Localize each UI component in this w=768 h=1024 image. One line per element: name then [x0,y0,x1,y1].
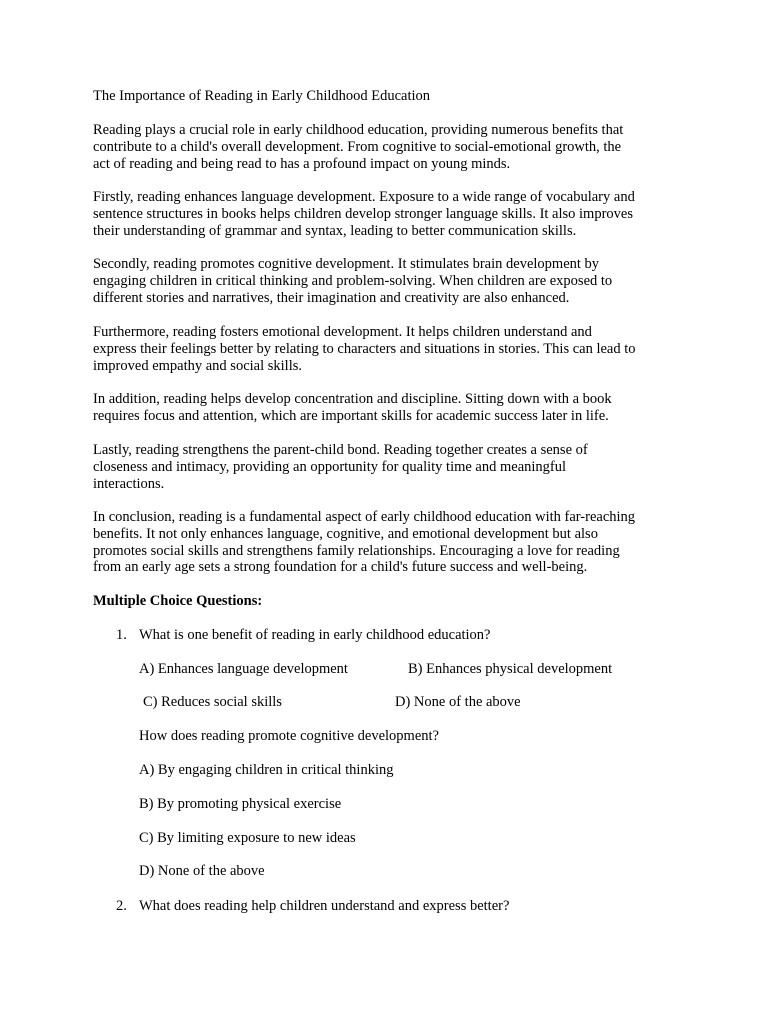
paragraph-concentration [93,391,683,425]
paragraph-line: sentence structures in books helps children develop stronger language skills. It also improves [93,205,633,222]
answer-option-a: A) By engaging children in critical thinking [139,762,394,778]
paragraph-line: Secondly, reading promotes cognitive development. It stimulates brain development by [93,256,600,272]
answer-option-d: D) None of the above [139,863,265,879]
document-title: The Importance of Reading in Early Childhood Education [93,88,431,104]
paragraph-line: requires focus and attention, which are important skills for academic success later in life. [93,407,609,424]
answer-option-c: C) By limiting exposure to new ideas [139,830,356,846]
paragraph-line: In addition, reading helps develop concentration and discipline. Sitting down with a book [93,391,612,407]
paragraph-line: interactions. [93,475,165,492]
answer-option-a: A) Enhances language development [139,661,348,677]
paragraph-emotional [93,324,683,374]
paragraph-line: different stories and narratives, their imagination and creativity are also enhanced. [93,289,570,306]
paragraph-line: engaging children in critical thinking and problem-solving. When children are exposed to [93,272,613,289]
question-number: 1. [116,627,127,643]
answer-option-b: B) Enhances physical development [408,661,613,677]
paragraph-line: In conclusion, reading is a fundamental aspect of early childhood education with far-reaching [93,509,636,525]
paragraph-line: their understanding of grammar and syntax, leading to better communication skills. [93,222,577,239]
paragraph-line: contribute to a child's overall development. From cognitive to social-emotional growth, the [93,138,622,155]
paragraph-line: closeness and intimacy, providing an opportunity for quality time and meaningful [93,458,567,475]
paragraph-conclusion [93,509,683,576]
paragraph-bond [93,442,683,492]
paragraph-line: Firstly, reading enhances language development. Exposure to a wide range of vocabulary and [93,189,635,205]
paragraph-line: Reading plays a crucial role in early childhood education, providing numerous benefits that [93,122,624,138]
question-number: 2. [116,898,127,914]
paragraph-line: Furthermore, reading fosters emotional development. It helps children understand and [93,324,592,340]
paragraph-line: Lastly, reading strengthens the parent-child bond. Reading together creates a sense of [93,442,588,458]
question-text: What is one benefit of reading in early childhood education? [139,627,491,643]
paragraph-cognitive [93,256,683,306]
paragraph-language [93,189,683,239]
answer-option-c: C) Reduces social skills [143,694,282,710]
paragraph-line: promotes social skills and strengthens family relationships. Encouraging a love for reading [93,542,620,559]
paragraph-line: express their feelings better by relating to characters and situations in stories. This can lead to [93,340,636,357]
answer-option-d: D) None of the above [395,694,521,710]
paragraph-line: act of reading and being read to has a profound impact on young minds. [93,155,511,172]
answer-option-b: B) By promoting physical exercise [139,796,342,812]
paragraph-line: from an early age sets a strong foundation for a child's future success and well-being. [93,559,588,576]
paragraph-line: improved empathy and social skills. [93,357,303,374]
question-text: How does reading promote cognitive development? [139,728,439,744]
question-text: What does reading help children understand and express better? [139,898,510,914]
paragraph-line: benefits. It not only enhances language, cognitive, and emotional development but also [93,525,598,542]
paragraph-intro [93,122,683,172]
mcq-heading: Multiple Choice Questions: [93,593,263,609]
